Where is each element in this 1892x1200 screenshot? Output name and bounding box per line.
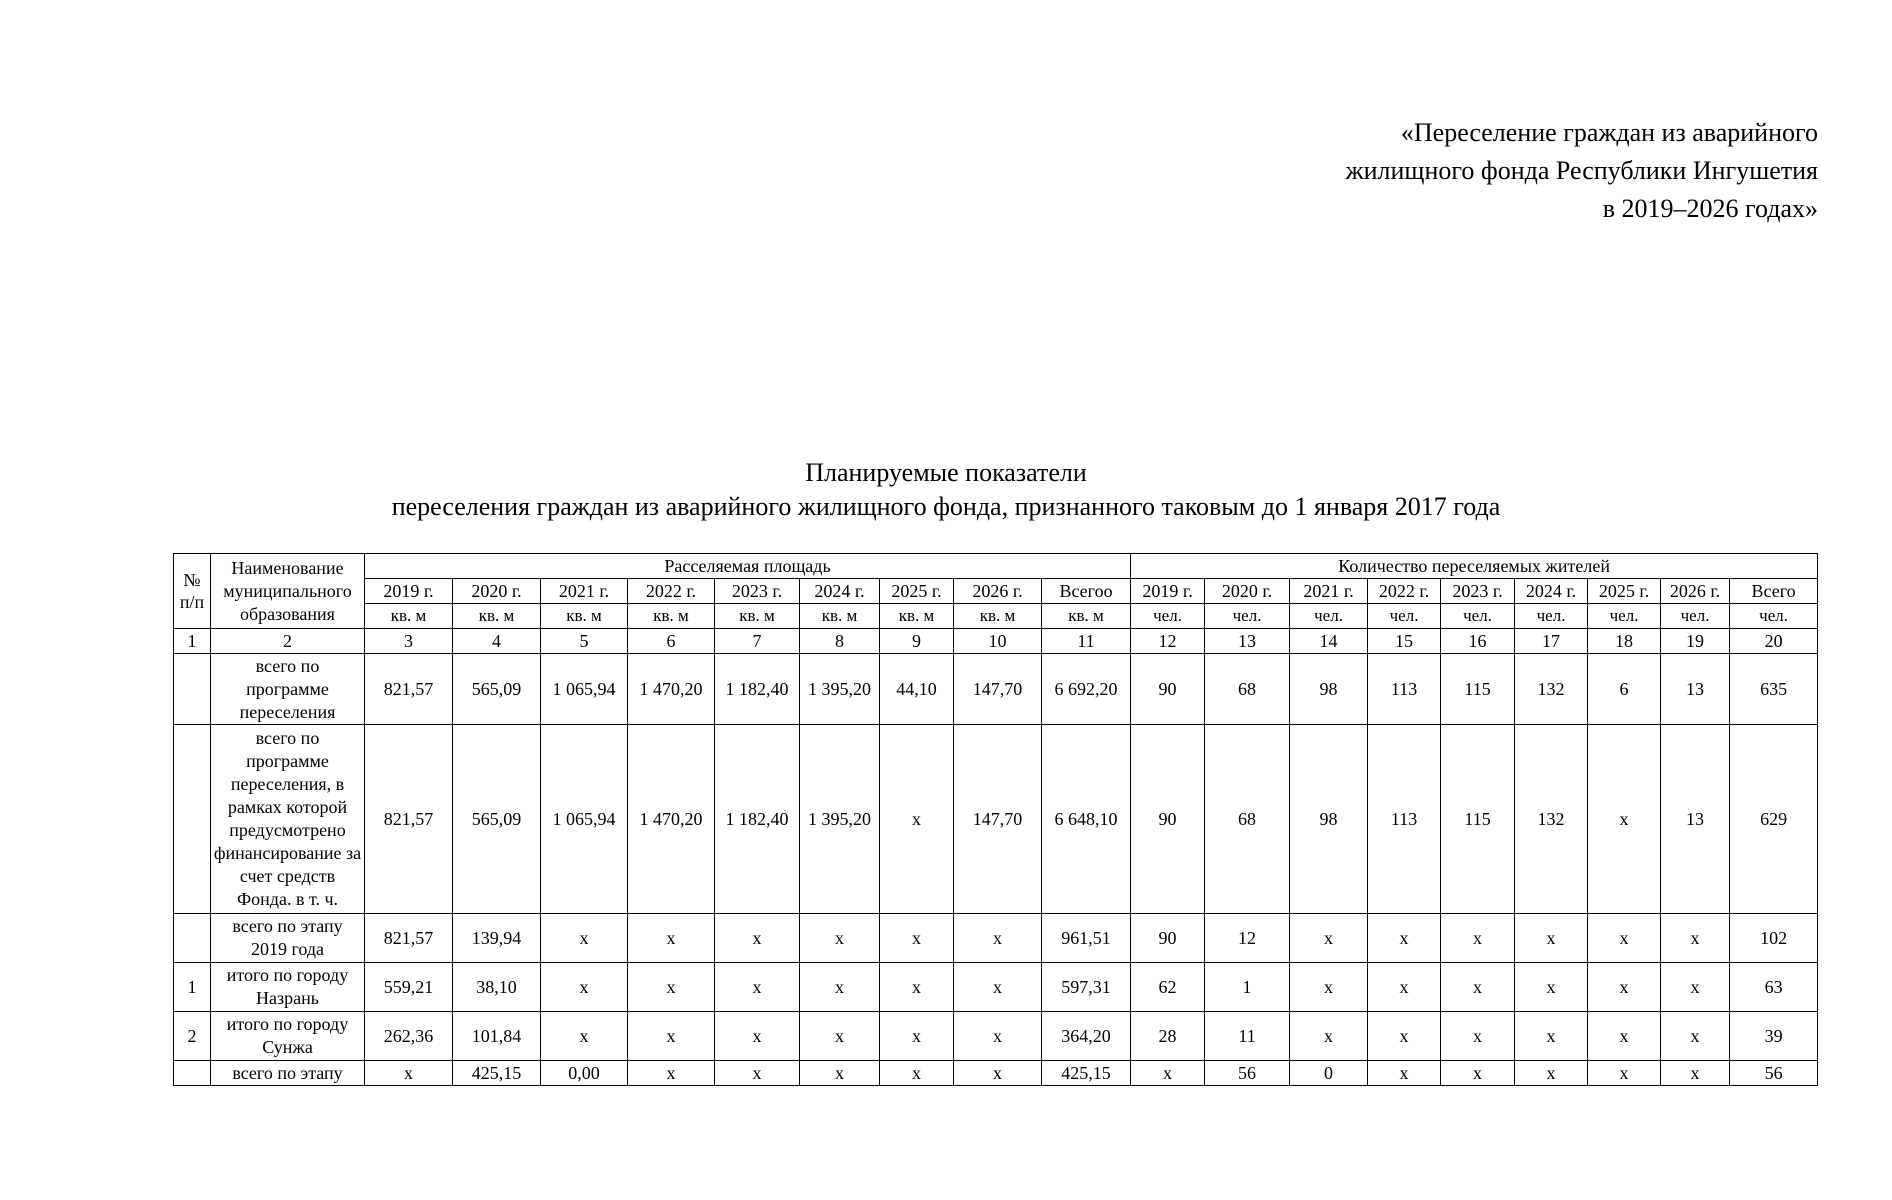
value-cell: x [1368, 963, 1441, 1012]
people-unit-cell: чел. [1588, 604, 1661, 629]
column-number-cell: 5 [541, 629, 628, 654]
value-cell: x [628, 914, 715, 963]
value-cell: 90 [1131, 654, 1205, 725]
value-cell: x [880, 914, 954, 963]
column-number-cell: 17 [1515, 629, 1588, 654]
area-unit-cell: кв. м [715, 604, 800, 629]
title-line: Планируемые показатели [805, 458, 1087, 487]
document-header-note [1346, 114, 1818, 228]
value-cell: 113 [1368, 725, 1441, 914]
value-cell: x [715, 963, 800, 1012]
value-cell: x [1441, 1012, 1515, 1061]
column-number-cell: 14 [1290, 629, 1368, 654]
area-unit-cell: кв. м [954, 604, 1042, 629]
value-cell: x [1290, 963, 1368, 1012]
column-number-cell: 10 [954, 629, 1042, 654]
value-cell: x [880, 1012, 954, 1061]
value-cell: 1 395,20 [800, 654, 880, 725]
area-year-header: 2021 г. [541, 579, 628, 604]
value-cell: 139,94 [453, 914, 541, 963]
area-unit-cell: кв. м [1042, 604, 1131, 629]
header-note-line: в 2019–2026 годах» [1602, 194, 1818, 223]
value-cell: x [1515, 1061, 1588, 1086]
people-unit-cell: чел. [1661, 604, 1730, 629]
value-cell: 147,70 [954, 654, 1042, 725]
value-cell: 629 [1730, 725, 1818, 914]
value-cell: 364,20 [1042, 1012, 1131, 1061]
area-unit-cell: кв. м [541, 604, 628, 629]
value-cell: x [1441, 963, 1515, 1012]
row-number-cell [174, 654, 211, 725]
value-cell: x [1588, 1012, 1661, 1061]
value-cell: 44,10 [880, 654, 954, 725]
value-cell: 1 182,40 [715, 725, 800, 914]
people-year-header: 2023 г. [1441, 579, 1515, 604]
value-cell: 62 [1131, 963, 1205, 1012]
people-year-header: 2020 г. [1205, 579, 1290, 604]
header-group-area: Расселяемая площадь [365, 554, 1131, 579]
value-cell: 39 [1730, 1012, 1818, 1061]
header-note-line: «Переселение граждан из аварийного [1400, 118, 1818, 147]
table-row [174, 914, 1818, 963]
value-cell: x [541, 1012, 628, 1061]
value-cell: x [1588, 963, 1661, 1012]
value-cell: x [1368, 1061, 1441, 1086]
people-unit-cell: чел. [1368, 604, 1441, 629]
people-year-header: 2025 г. [1588, 579, 1661, 604]
value-cell: x [954, 1012, 1042, 1061]
value-cell: x [1441, 1061, 1515, 1086]
area-unit-cell: кв. м [453, 604, 541, 629]
value-cell: 0,00 [541, 1061, 628, 1086]
value-cell: x [800, 1061, 880, 1086]
value-cell: 565,09 [453, 725, 541, 914]
value-cell: x [1661, 914, 1730, 963]
table-row [174, 963, 1818, 1012]
value-cell: 6 [1588, 654, 1661, 725]
value-cell: x [800, 963, 880, 1012]
value-cell: 1 065,94 [541, 654, 628, 725]
people-year-header: Всего [1730, 579, 1818, 604]
value-cell: x [1368, 1012, 1441, 1061]
indicators-table [173, 553, 1818, 1086]
title-line: переселения граждан из аварийного жилищного фонда, признанного таковым до 1 января 2017 года [391, 492, 1501, 521]
value-cell: x [628, 963, 715, 1012]
row-number-cell [174, 1061, 211, 1086]
column-number-cell: 8 [800, 629, 880, 654]
value-cell: x [715, 1061, 800, 1086]
column-number-cell: 12 [1131, 629, 1205, 654]
value-cell: 115 [1441, 654, 1515, 725]
column-number-cell: 6 [628, 629, 715, 654]
value-cell: 63 [1730, 963, 1818, 1012]
row-name-cell: итого по городу Назрань [211, 963, 365, 1012]
value-cell: 147,70 [954, 725, 1042, 914]
value-cell: 68 [1205, 725, 1290, 914]
value-cell: 597,31 [1042, 963, 1131, 1012]
value-cell: 961,51 [1042, 914, 1131, 963]
value-cell: x [541, 914, 628, 963]
value-cell: 425,15 [453, 1061, 541, 1086]
value-cell: x [365, 1061, 453, 1086]
column-number-cell: 19 [1661, 629, 1730, 654]
area-unit-cell: кв. м [365, 604, 453, 629]
row-name-cell: итого по городу Сунжа [211, 1012, 365, 1061]
value-cell: x [1368, 914, 1441, 963]
column-number-cell: 18 [1588, 629, 1661, 654]
table-row [174, 654, 1818, 725]
column-number-cell: 3 [365, 629, 453, 654]
header-group-people: Количество переселяемых жителей [1131, 554, 1818, 579]
value-cell: 1 182,40 [715, 654, 800, 725]
column-number-cell: 15 [1368, 629, 1441, 654]
people-unit-cell: чел. [1205, 604, 1290, 629]
value-cell: x [628, 1012, 715, 1061]
column-number-cell: 7 [715, 629, 800, 654]
area-year-header: 2022 г. [628, 579, 715, 604]
value-cell: 262,36 [365, 1012, 453, 1061]
table-row [174, 725, 1818, 914]
value-cell: x [1515, 1012, 1588, 1061]
people-year-header: 2021 г. [1290, 579, 1368, 604]
value-cell: 821,57 [365, 914, 453, 963]
value-cell: 1 065,94 [541, 725, 628, 914]
value-cell: 6 648,10 [1042, 725, 1131, 914]
value-cell: x [880, 963, 954, 1012]
column-number-cell: 2 [211, 629, 365, 654]
value-cell: 38,10 [453, 963, 541, 1012]
header-no: № п/п [174, 554, 211, 629]
value-cell: x [1661, 1061, 1730, 1086]
value-cell: 13 [1661, 654, 1730, 725]
column-number-cell: 4 [453, 629, 541, 654]
value-cell: 635 [1730, 654, 1818, 725]
value-cell: 12 [1205, 914, 1290, 963]
value-cell: x [880, 725, 954, 914]
value-cell: 68 [1205, 654, 1290, 725]
value-cell: 90 [1131, 725, 1205, 914]
table-row [174, 1061, 1818, 1086]
value-cell: x [800, 914, 880, 963]
value-cell: 821,57 [365, 725, 453, 914]
row-number-cell [174, 914, 211, 963]
column-number-cell: 13 [1205, 629, 1290, 654]
column-number-cell: 16 [1441, 629, 1515, 654]
value-cell: x [1588, 725, 1661, 914]
row-name-cell: всего по программе переселения [211, 654, 365, 725]
people-unit-cell: чел. [1290, 604, 1368, 629]
value-cell: x [715, 914, 800, 963]
value-cell: x [715, 1012, 800, 1061]
value-cell: 28 [1131, 1012, 1205, 1061]
value-cell: 13 [1661, 725, 1730, 914]
value-cell: x [800, 1012, 880, 1061]
area-year-header: 2020 г. [453, 579, 541, 604]
people-unit-cell: чел. [1730, 604, 1818, 629]
column-number-cell: 11 [1042, 629, 1131, 654]
value-cell: 113 [1368, 654, 1441, 725]
value-cell: x [1661, 963, 1730, 1012]
people-year-header: 2022 г. [1368, 579, 1441, 604]
people-unit-cell: чел. [1515, 604, 1588, 629]
area-year-header: 2026 г. [954, 579, 1042, 604]
column-number-cell: 1 [174, 629, 211, 654]
area-year-header: 2023 г. [715, 579, 800, 604]
table-row [174, 1012, 1818, 1061]
row-name-cell: всего по этапу [211, 1061, 365, 1086]
value-cell: x [628, 1061, 715, 1086]
value-cell: 115 [1441, 725, 1515, 914]
value-cell: 101,84 [453, 1012, 541, 1061]
header-note-line: жилищного фонда Республики Ингушетия [1345, 156, 1818, 185]
row-number-cell [174, 725, 211, 914]
row-name-cell: всего по этапу 2019 года [211, 914, 365, 963]
value-cell: 1 395,20 [800, 725, 880, 914]
value-cell: x [1588, 1061, 1661, 1086]
value-cell: 56 [1730, 1061, 1818, 1086]
value-cell: 565,09 [453, 654, 541, 725]
value-cell: 1 470,20 [628, 654, 715, 725]
area-year-header: 2024 г. [800, 579, 880, 604]
value-cell: 1 470,20 [628, 725, 715, 914]
value-cell: x [1661, 1012, 1730, 1061]
header-name: Наименование муниципального образования [211, 554, 365, 629]
value-cell: 98 [1290, 725, 1368, 914]
row-number-cell: 1 [174, 963, 211, 1012]
value-cell: 0 [1290, 1061, 1368, 1086]
column-number-cell: 9 [880, 629, 954, 654]
value-cell: x [954, 963, 1042, 1012]
people-unit-cell: чел. [1441, 604, 1515, 629]
value-cell: x [1441, 914, 1515, 963]
row-name-cell: всего по программе переселения, в рамках которой предусмотрено финансирование за счет средств Фонда. в т. ч. [211, 725, 365, 914]
value-cell: 56 [1205, 1061, 1290, 1086]
area-year-header: Всегоо [1042, 579, 1131, 604]
value-cell: 90 [1131, 914, 1205, 963]
value-cell: 132 [1515, 725, 1588, 914]
value-cell: x [1290, 914, 1368, 963]
people-year-header: 2019 г. [1131, 579, 1205, 604]
value-cell: 98 [1290, 654, 1368, 725]
value-cell: x [1131, 1061, 1205, 1086]
area-year-header: 2025 г. [880, 579, 954, 604]
value-cell: x [1515, 963, 1588, 1012]
people-year-header: 2026 г. [1661, 579, 1730, 604]
value-cell: x [541, 963, 628, 1012]
column-number-cell: 20 [1730, 629, 1818, 654]
value-cell: 559,21 [365, 963, 453, 1012]
document-title [0, 456, 1892, 524]
value-cell: 102 [1730, 914, 1818, 963]
area-year-header: 2019 г. [365, 579, 453, 604]
value-cell: x [1588, 914, 1661, 963]
value-cell: 1 [1205, 963, 1290, 1012]
area-unit-cell: кв. м [800, 604, 880, 629]
value-cell: x [954, 914, 1042, 963]
people-unit-cell: чел. [1131, 604, 1205, 629]
value-cell: x [954, 1061, 1042, 1086]
value-cell: 425,15 [1042, 1061, 1131, 1086]
area-unit-cell: кв. м [880, 604, 954, 629]
value-cell: x [1290, 1012, 1368, 1061]
area-unit-cell: кв. м [628, 604, 715, 629]
people-year-header: 2024 г. [1515, 579, 1588, 604]
value-cell: 132 [1515, 654, 1588, 725]
value-cell: 821,57 [365, 654, 453, 725]
value-cell: x [1515, 914, 1588, 963]
value-cell: x [880, 1061, 954, 1086]
value-cell: 6 692,20 [1042, 654, 1131, 725]
value-cell: 11 [1205, 1012, 1290, 1061]
row-number-cell: 2 [174, 1012, 211, 1061]
